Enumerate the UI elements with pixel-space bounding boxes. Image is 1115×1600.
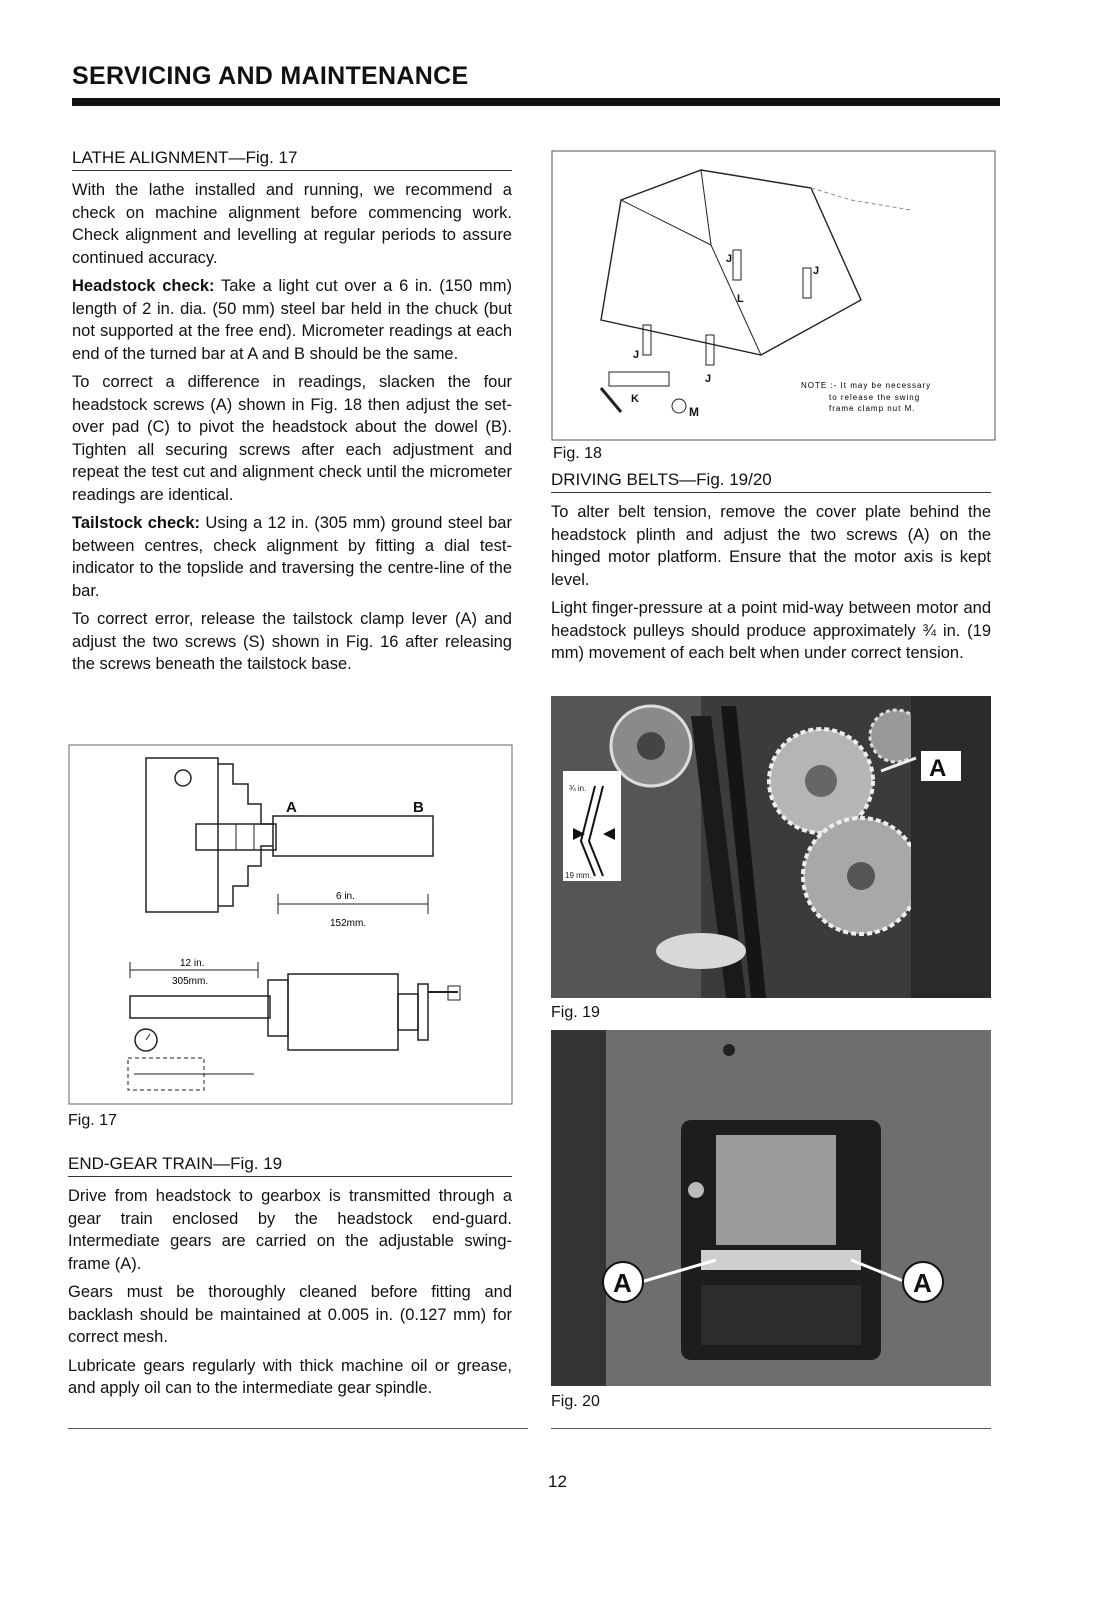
section-heading — [551, 470, 991, 493]
dim-152mm: 152mm. — [330, 918, 367, 929]
label-b: B — [413, 799, 424, 816]
paragraph-text: Take a light cut over a 6 in. (150 mm) length of 2 in. dia. (50 mm) steel bar held in the chuck (but not supported at the free end). Micrometer readings at each end of the turned bar at A and B should be the same. — [72, 277, 512, 363]
paragraph: With the lathe installed and running, we recommend a check on machine alignment before commencing work. Check alignment and levelling at regular periods to assure continued accuracy. — [72, 181, 512, 267]
heading-text: LATHE ALIGNMENT — [72, 148, 229, 167]
motor-platform-image — [551, 1030, 991, 1386]
fig18-diagram — [551, 150, 997, 442]
label-j: J — [813, 265, 820, 277]
dim-12in: 12 in. — [180, 958, 205, 969]
bottom-rule — [68, 1428, 528, 1429]
fig20-caption: Fig. 20 — [551, 1393, 600, 1410]
keyword: Headstock check: — [72, 277, 215, 295]
label-j: J — [633, 349, 640, 361]
lathe-alignment-section — [72, 148, 512, 682]
gear-train-image — [551, 696, 991, 998]
paragraph — [72, 512, 512, 602]
heading-text: END-GEAR TRAIN — [68, 1154, 214, 1173]
test-bar — [273, 816, 433, 856]
keyword: Tailstock check: — [72, 514, 200, 532]
paragraph-text: Using a 12 in. (305 mm) ground steel bar between centres, check alignment by fitting a dial test-indicator to the topslide and traversing the centre-line of the bar. — [72, 514, 512, 600]
paragraph: To correct a difference in readings, slacken the four headstock screws (A) shown in Fig. 18 then adjust the set-over pad (C) to pivot the headstock about the dowel (B). Tighten all securing screws after each adjustment and repeat the test cut and alignment check until the micrometer readings are identical. — [72, 373, 512, 504]
paragraph: To alter belt tension, remove the cover plate behind the headstock plinth and adjust the two screws (A) on the hinged motor platform. Ensure that the motor axis is kept level. — [551, 503, 991, 589]
fig20-photo — [551, 1030, 991, 1386]
section-heading — [72, 148, 512, 171]
heading-text: DRIVING BELTS — [551, 470, 680, 489]
paragraph: Drive from headstock to gearbox is transmitted through a gear train enclosed by the headstock end-guard. Intermediate gears are carried on the adjustable swing-frame (A). — [68, 1187, 512, 1273]
note-line1: NOTE :- It may be necessary — [801, 381, 932, 390]
fig17-caption: Fig. 17 — [68, 1112, 117, 1129]
chuck-key-icon — [175, 770, 191, 786]
label-a: A — [929, 755, 947, 782]
driving-belts-section — [551, 470, 991, 671]
heading-ref: —Fig. 17 — [228, 148, 298, 167]
label-a: A — [286, 799, 297, 816]
paragraph: Gears must be thoroughly cleaned before fitting and backlash should be maintained at 0.005 in. (0.127 mm) for correct mesh. — [68, 1283, 512, 1346]
page-title: SERVICING AND MAINTENANCE — [72, 62, 469, 90]
dim-305mm: 305mm. — [172, 976, 209, 987]
label-a-left: A — [613, 1268, 632, 1298]
note-line2: to release the swing — [829, 393, 921, 402]
label-j: J — [705, 373, 712, 385]
bottom-rule — [551, 1428, 991, 1429]
dim-6in: 6 in. — [336, 891, 355, 902]
label-m: M — [689, 405, 699, 419]
inset-three-quarter: ¾ in. — [569, 784, 587, 793]
page-number: 12 — [548, 1472, 567, 1491]
label-j: J — [726, 253, 733, 265]
fig18-caption: Fig. 18 — [553, 445, 602, 462]
label-k: K — [631, 393, 639, 405]
paragraph: Light finger-pressure at a point mid-way between motor and headstock pulleys should produce approximately ¾ in. (19 mm) movement of each belt when under correct tension. — [551, 599, 991, 662]
paragraph: To correct error, release the tailstock clamp lever (A) and adjust the two screws (S) shown in Fig. 16 after releasing the screws beneath the tailstock base. — [72, 610, 512, 673]
fig19-caption: Fig. 19 — [551, 1004, 600, 1021]
fig17-diagram — [68, 744, 514, 1106]
paragraph: Lubricate gears regularly with thick machine oil or grease, and apply oil can to the intermediate gear spindle. — [68, 1356, 512, 1397]
label-l: L — [737, 293, 744, 305]
tailstock — [288, 974, 398, 1050]
end-gear-section — [68, 1154, 512, 1406]
chuck-body — [146, 758, 218, 912]
inset-19mm: 19 mm. — [565, 871, 592, 880]
note-line3: frame clamp nut M. — [829, 404, 916, 413]
fig19-photo — [551, 696, 991, 998]
header-rule — [72, 98, 1000, 106]
paragraph — [72, 275, 512, 365]
label-a-right: A — [913, 1268, 932, 1298]
section-heading — [68, 1154, 512, 1177]
heading-ref: —Fig. 19 — [213, 1154, 283, 1173]
heading-ref: —Fig. 19/20 — [679, 470, 772, 489]
